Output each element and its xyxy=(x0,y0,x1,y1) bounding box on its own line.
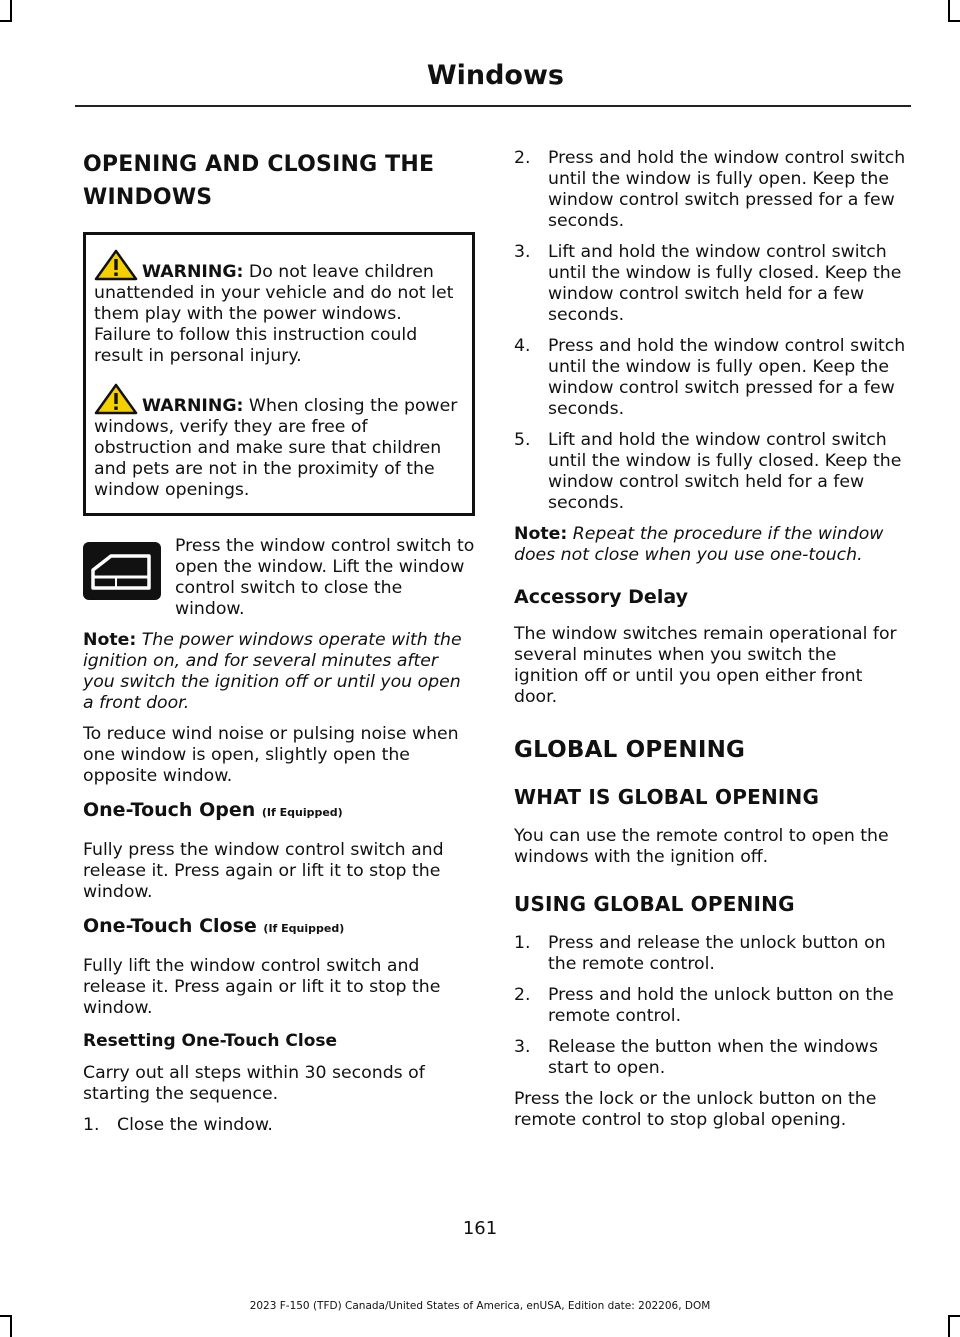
step-text: Press and release the unlock button on the remote control. xyxy=(548,933,886,974)
equipped-tag: (If Equipped) xyxy=(263,922,345,935)
crop-mark xyxy=(10,1315,12,1337)
step-number: 2. xyxy=(514,985,531,1005)
warning-icon xyxy=(94,383,138,415)
step-number: 5. xyxy=(514,430,531,450)
window-switch-paragraph xyxy=(83,536,475,620)
global-opening-steps xyxy=(514,933,906,1079)
warning-text: When closing the power windows, verify they are free of obstruction and make sure that children and pets are not in the proximity of the window openings. xyxy=(94,396,458,500)
one-touch-close-heading xyxy=(83,913,475,942)
crop-mark xyxy=(948,1315,950,1337)
reset-heading: Resetting One-Touch Close xyxy=(83,1031,338,1051)
page-number: 161 xyxy=(462,1218,498,1239)
step-number: 2. xyxy=(514,148,531,168)
note-paragraph xyxy=(83,630,475,714)
page-title: Windows xyxy=(426,60,564,91)
equipped-tag: (If Equipped) xyxy=(261,806,343,819)
footer-edition-info: 2023 F-150 (TFD) Canada/United States of America, enUSA, Edition date: 202206, DOM xyxy=(249,1300,711,1312)
reset-steps-continued xyxy=(514,148,906,514)
heading-text: One-Touch Close xyxy=(83,915,257,937)
list-item xyxy=(83,1115,475,1136)
one-touch-close-text: Fully lift the window control switch and release it. Press again or lift it to stop the window. xyxy=(83,956,441,1018)
one-touch-open-text: Fully press the window control switch and release it. Press again or lift it to stop the window. xyxy=(83,840,444,902)
using-global-opening-heading: USING GLOBAL OPENING xyxy=(514,892,795,916)
list-item xyxy=(514,985,906,1027)
warning-box xyxy=(83,232,475,516)
warning-text: Do not leave children unattended in your vehicle and do not let them play with the power windows. Failure to follow this instruction could result in personal injury. xyxy=(94,262,454,366)
step-text: Lift and hold the window control switch until the window is fully closed. Keep the window control switch held for a few seconds. xyxy=(548,430,902,513)
header-divider xyxy=(75,105,911,107)
step-text: Release the button when the windows start to open. xyxy=(548,1037,878,1078)
step-number: 4. xyxy=(514,336,531,356)
what-is-global-opening-text: You can use the remote control to open the windows with the ignition off. xyxy=(514,826,889,867)
crop-mark xyxy=(948,0,950,22)
accessory-delay-heading: Accessory Delay xyxy=(514,586,688,608)
stop-global-opening-text: Press the lock or the unlock button on the remote control to stop global opening. xyxy=(514,1089,877,1130)
warning-label: WARNING: xyxy=(142,396,244,416)
list-item xyxy=(514,242,906,326)
crop-mark xyxy=(0,20,12,22)
what-is-global-opening-heading: WHAT IS GLOBAL OPENING xyxy=(514,785,820,809)
window-switch-text: Press the window control switch to open the window. Lift the window control switch to close the window. xyxy=(175,536,475,619)
section-title: OPENING AND CLOSING THE WINDOWS xyxy=(83,152,435,210)
step-number: 3. xyxy=(514,1037,531,1057)
list-item xyxy=(514,148,906,232)
note-label: Note: xyxy=(514,524,568,544)
step-text: Press and hold the window control switch until the window is fully open. Keep the window control switch pressed for a few seconds. xyxy=(548,336,906,419)
warning-label: WARNING: xyxy=(142,262,244,282)
accessory-delay-text: The window switches remain operational for several minutes when you switch the ignition off or until you open either front door. xyxy=(514,624,897,707)
list-item xyxy=(514,933,906,975)
left-column xyxy=(83,148,475,1146)
heading-text: One-Touch Open xyxy=(83,799,256,821)
note-text: The power windows operate with the ignition on, and for several minutes after you switch the ignition off or until you open a front door. xyxy=(83,630,462,713)
crop-mark xyxy=(948,1315,960,1317)
step-text: Press and hold the unlock button on the remote control. xyxy=(548,985,894,1026)
note-label: Note: xyxy=(83,630,137,650)
warning-item xyxy=(94,249,464,367)
warning-icon xyxy=(94,249,138,281)
crop-mark xyxy=(948,20,960,22)
step-text: Close the window. xyxy=(117,1115,273,1135)
step-number: 3. xyxy=(514,242,531,262)
list-item xyxy=(514,336,906,420)
step-text: Lift and hold the window control switch until the window is fully closed. Keep the window control switch held for a few seconds. xyxy=(548,242,902,325)
reset-text: Carry out all steps within 30 seconds of starting the sequence. xyxy=(83,1063,425,1104)
list-item xyxy=(514,430,906,514)
crop-mark xyxy=(10,0,12,22)
note-paragraph xyxy=(514,524,906,566)
step-number: 1. xyxy=(514,933,531,953)
window-switch-icon xyxy=(83,542,161,600)
right-column xyxy=(514,148,906,1141)
reset-steps xyxy=(83,1115,475,1136)
global-opening-title: GLOBAL OPENING xyxy=(514,737,746,763)
note-text: Repeat the procedure if the window does not close when you use one-touch. xyxy=(514,524,884,565)
wind-noise-paragraph: To reduce wind noise or pulsing noise when one window is open, slightly open the opposite window. xyxy=(83,724,459,786)
step-text: Press and hold the window control switch until the window is fully open. Keep the window control switch pressed for a few seconds. xyxy=(548,148,906,231)
step-number: 1. xyxy=(83,1115,100,1135)
warning-item xyxy=(94,383,464,501)
crop-mark xyxy=(0,1315,12,1317)
list-item xyxy=(514,1037,906,1079)
one-touch-open-heading xyxy=(83,797,475,826)
